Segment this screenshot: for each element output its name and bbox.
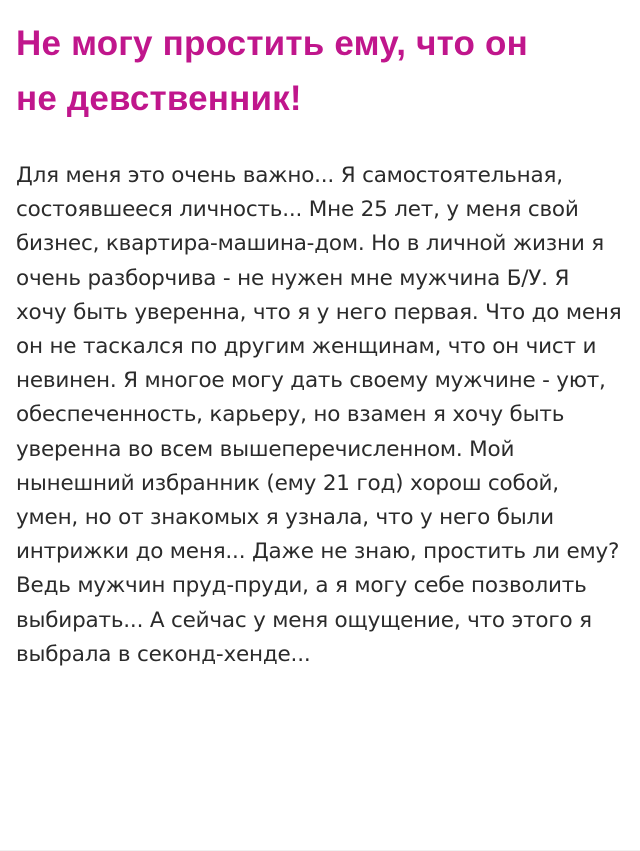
article-body: Для меня это очень важно... Я самостоятельная, состоявшееся личность... Мне 25 лет, у меня свой бизнес, квартира-машина-дом. Но в личной жизни я очень разборчива - не нужен мне мужчина Б/У. Я хочу быть уверенна, что я у него первая. Что до меня он не таскался по другим женщинам, что он чист и невинен. Я многое могу дать своему мужчине - уют, обеспеченность, карьеру, но взамен я хочу быть уверенна во всем вышеперечисленном. Мой нынешний избранник (ему 21 год) хорош собой, умен, но от знакомых я узнала, что у него были интрижки до меня... Даже не знаю, простить ли ему? Ведь мужчин пруд-пруди, а я могу себе позволить выбирать... А сейчас у меня ощущение, что этого я выбрала в секонд-хенде...	[16, 163, 622, 667]
article-title: Не могу простить ему, что он не девственник!	[16, 24, 528, 118]
article	[16, 16, 632, 672]
